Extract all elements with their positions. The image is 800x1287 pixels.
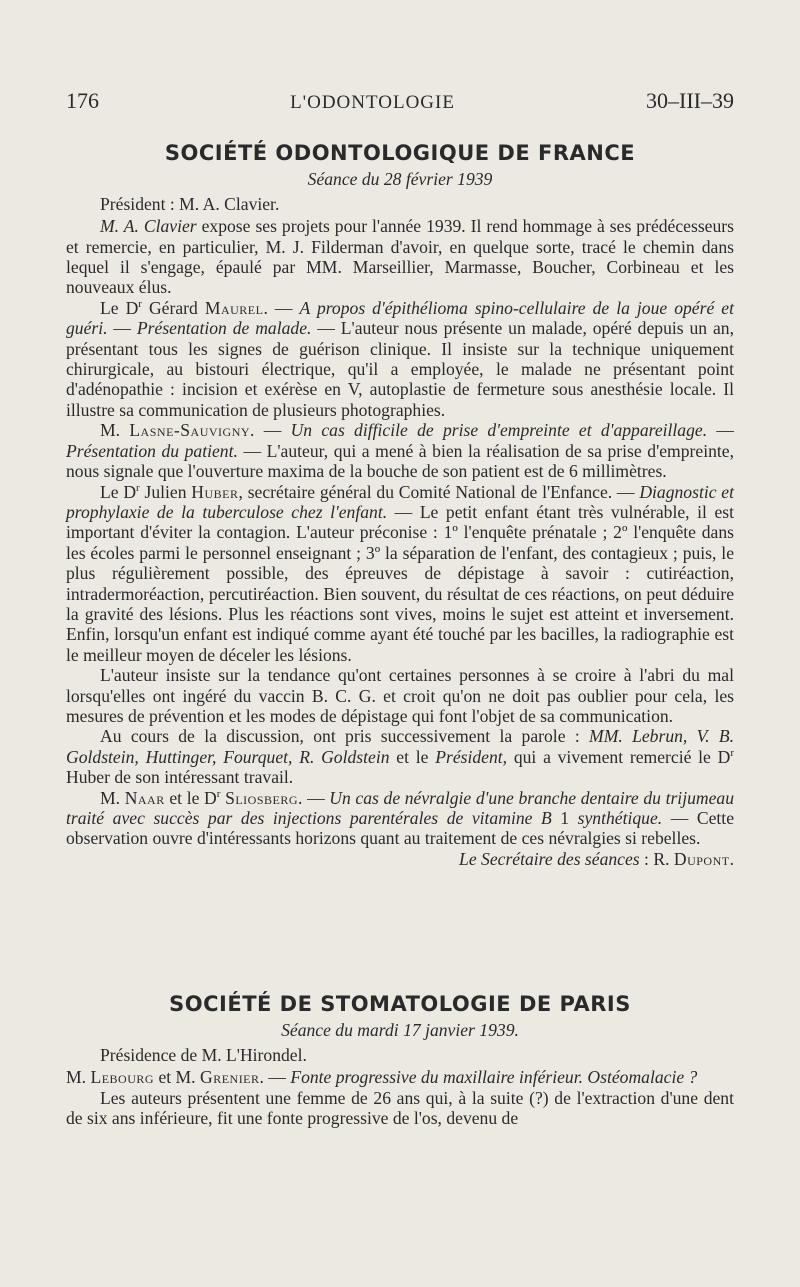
text-fragment: — [707,420,734,441]
text-fragment: et le D [164,787,217,808]
president-line: Président : M. A. Clavier. [100,193,280,214]
talk-title: synthétique. [577,808,663,828]
text-fragment: , qui a vivement remercié le D [502,746,731,767]
paragraph-maurel [66,298,734,420]
paragraph-text: — L'auteur nous présente un malade, opéré depuis un an, présentant tous les signes de guérison clinique. Il insiste sur la technique uniquement chirurgicale, au bistouri électrique, qu'il a employée, le malade ne présentant point d'adénopathie : incision et exérèse en V, autoplastie de fermeture sous anesthésie locale. Il illustre sa communication de plusieurs photographies. [66,318,734,420]
presidence-line: Présidence de M. L'Hirondel. [100,1044,307,1065]
paragraph-case: Les auteurs présentent une femme de 26 ans qui, à la suite (?) de l'extraction d'une dent de six ans inférieure, fit une fonte progressive de l'os, devenu de [66,1087,734,1129]
text-fragment: M. [100,787,125,808]
speaker-name: Lasne-Sauvigny [129,420,251,441]
signature [66,849,734,869]
journal-title: L'ODONTOLOGIE [290,92,455,113]
presentation-type: Présentation de malade. [136,318,312,339]
superscript: r [138,297,142,310]
text-fragment: Huber de son intéressant travail. [66,767,294,788]
paragraph-text: — Cette observation ouvre d'intéressants horizons quant au traitement de ces névralgies si rebelles. [66,808,734,849]
speaker-name: Maurel [204,297,264,318]
text-fragment: , secrétaire général du Comité National de l'Enfance. — [238,481,640,502]
talk-title: Un cas de névralgie d'une branche dentaire du trijumeau traité avec succès par des injections parentérales de vitamine B [66,787,734,828]
text-fragment: et M. [154,1067,200,1088]
superscript: r [136,481,140,494]
paragraph-text: expose ses projets pour l'année 1939. Il rend hommage à ses prédécesseurs et remercie, en particulier, M. J. Filderman d'avoir, en quelque sorte, tracé le chemin dans lequel il s'engage, épaulé par MM. Marseillier, Marmasse, Boucher, Corbineau et les nouveaux élus. [66,216,734,298]
text-fragment: 1 [551,808,578,828]
speaker-name: Grenier [199,1067,260,1088]
speaker-name: Sliosberg [225,787,299,808]
text-fragment: . — [250,420,291,441]
paragraph-naar-sliosberg [66,788,734,849]
talk-title: Diagnostic et prophylaxie de la tuberculose chez l'enfant. [66,481,734,522]
text-fragment: M. [66,1067,91,1088]
text-fragment: — [107,318,137,339]
section-odontologique [66,143,734,869]
running-header [66,88,734,114]
text-fragment: Gérard [141,297,205,318]
text-fragment: . — [263,297,300,318]
text-fragment: Au cours de la discussion, ont pris successivement la parole : [100,726,590,747]
presentation-type: Présentation du patient. [66,440,238,461]
section-title: SOCIÉTÉ ODONTOLOGIQUE DE FRANCE [164,141,636,165]
talk-title: Fonte progressive du maxillaire inférieur. Ostéomalacie ? [290,1067,698,1088]
paragraph-text: — Le petit enfant étant très vulnérable, il est important d'éviter la contagion. L'auteur préconise : 1º l'enquête prénatale ; 2º l'enquête dans les écoles parmi le personnel enseignant ; 3º la séparation de l'enfant, des contagieux ; puis, le plus régulièrement possible, des épreuves de dépistage à savoir : cutiréaction, intradermoréaction, percutiréaction. Bien souvent, du résultat de ces réactions, on peut déduire la gravité des lésions. Plus les réactions sont vives, moins le sujet est atteint et inversement. Enfin, lorsqu'un enfant est indiqué comme ayant été touché par les bacilles, la radiographie est le meilleur moyen de déceler les lésions. [66,501,734,665]
superscript: r [730,746,734,759]
section-stomatologie [66,994,734,1128]
discussant-names: MM. Lebrun, V. B. Goldstein, Huttinger, Fourquet, R. Goldstein [66,726,734,767]
session-date: Séance du mardi 17 janvier 1939. [281,1020,519,1041]
text-fragment: . [729,848,734,869]
text-fragment: . — [259,1067,291,1088]
paragraph-discussion [66,726,734,787]
text-fragment: Le D [100,297,139,318]
text-fragment: . — [298,787,330,808]
superscript: r [216,787,221,800]
paragraph-clavier [66,216,734,298]
talk-title: Un cas difficile de prise d'empreinte et d'appareillage. [290,420,708,441]
paragraph-lasne-sauvigny [66,420,734,481]
signature-role: Le Secrétaire des séances [459,848,640,869]
text-fragment: M. [100,420,130,441]
paragraph-huber [66,482,734,666]
text-fragment: Julien [139,481,192,502]
speaker-name: Lebourg [90,1067,155,1088]
text-fragment: : R. [639,848,674,869]
speaker-name: M. A. Clavier [100,216,197,237]
speaker-name: Naar [124,787,165,808]
text-fragment: Le D [100,481,137,502]
paragraph-lebourg-grenier [66,1067,734,1087]
speaker-name: Huber [191,481,239,502]
paragraph-vaccine: L'auteur insiste sur la tendance qu'ont certaines personnes à se croire à l'abri du mal lorsqu'elles ont ingéré du vaccin B. C. G. et croit qu'on ne doit pas oublier pour cela, les mesures de prévention et les modes de dépistage qui font l'objet de sa communication. [66,665,734,726]
session-date: Séance du 28 février 1939 [307,169,493,190]
text-fragment: et le [389,746,436,767]
section-title: SOCIÉTÉ DE STOMATOLOGIE DE PARIS [169,992,631,1016]
paragraph-text: — L'auteur, qui a mené à bien la réalisation de sa prise d'empreinte, nous signale que l'ouverture maxima de la bouche de son patient est de 6 millimètres. [66,440,734,482]
signature-name: Dupont [673,848,730,869]
talk-title: A propos d'épithélioma spino-cellulaire de la joue opéré et guéri. [66,297,734,339]
issue-date: 30–III–39 [646,88,734,113]
president-ref: Président [435,746,503,767]
page-number: 176 [66,88,99,113]
